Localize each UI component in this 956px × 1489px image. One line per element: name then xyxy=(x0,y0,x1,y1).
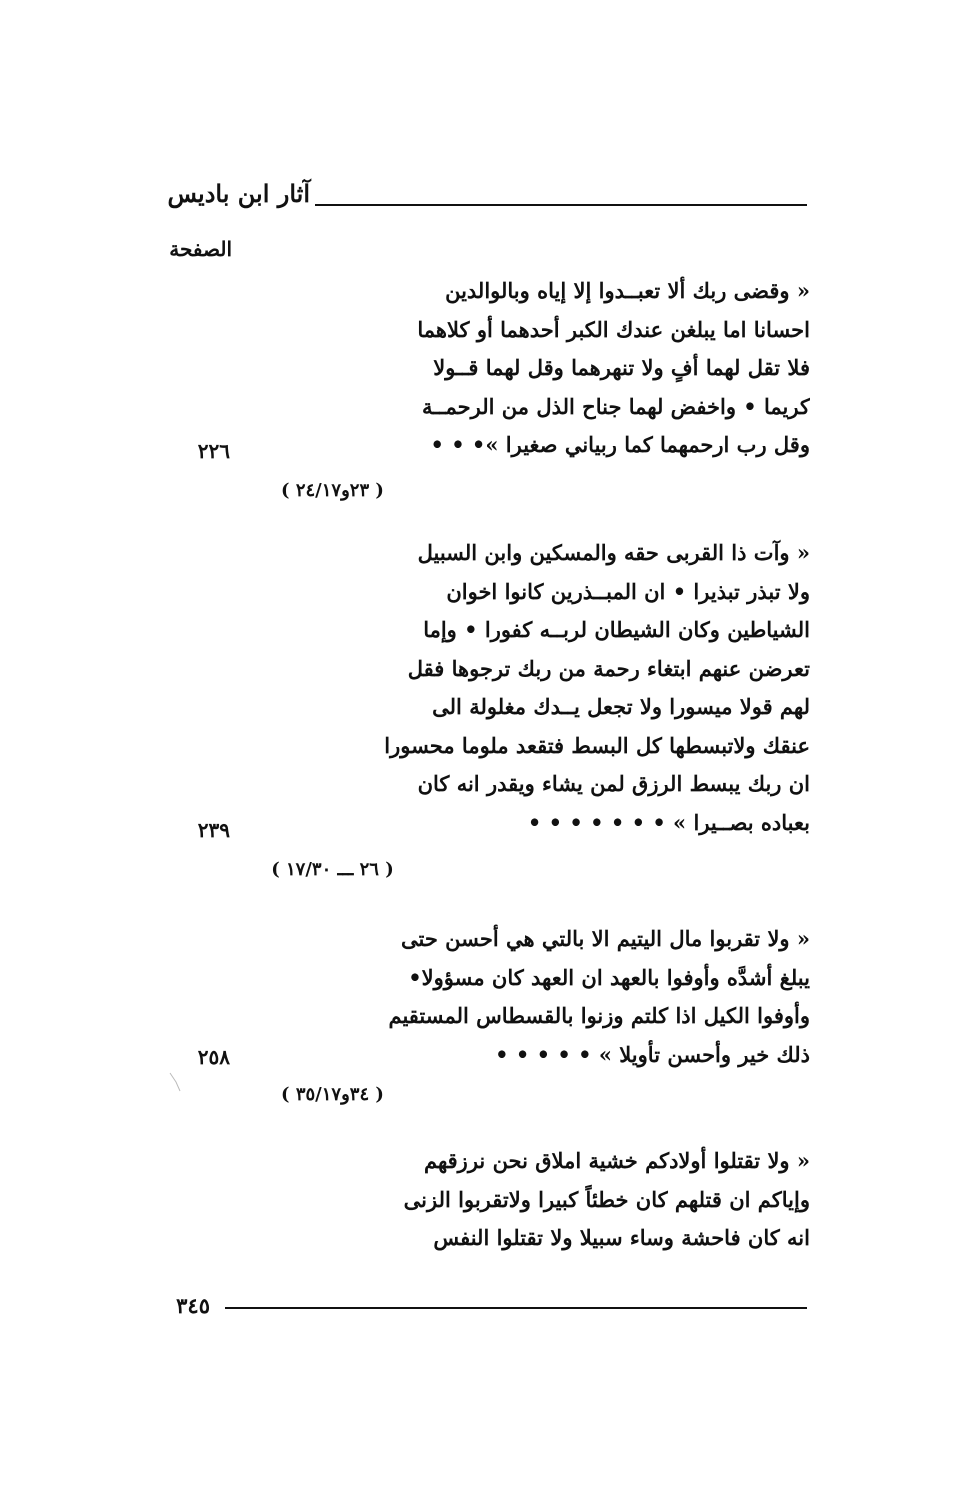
verse-reference: ( ٣٤و٣٥/١٧ ) xyxy=(281,1084,384,1105)
verse-passage-2 xyxy=(370,534,810,842)
running-header-title: آثار ابن باديس xyxy=(167,179,310,208)
verse-line: ولا تبذر تبذيرا • ان المبــذرين كانوا اخوان xyxy=(446,578,810,604)
verse-line: احسانا اما يبلغن عندك الكبر أحدهما أو كلاهما xyxy=(417,316,810,342)
verse-line: ذلك خير وأحسن تأويلا » • • • • • xyxy=(495,1041,810,1067)
page-number-ref: ٢٢٦ xyxy=(197,439,230,463)
verse-line: انه كان فاحشة وساء سبيلا ولا تقتلوا النفس xyxy=(433,1225,810,1250)
verse-passage-1 xyxy=(370,272,810,465)
page-folio-number: ٣٤٥ xyxy=(176,1293,210,1318)
verse-line: فلا تقل لهما أفٍ ولا تنهرهما وقل لهما قــولا xyxy=(433,355,810,380)
page-column-label: الصفحة xyxy=(169,237,232,261)
verse-line: تعرضن عنهم ابتغاء رحمة من ربك ترجوها فقل xyxy=(407,655,810,681)
header-rule xyxy=(315,204,807,206)
verse-line: وقل رب ارحمهما كما ربياني صغيرا »• • • xyxy=(430,432,810,457)
verse-line: الشياطين وكان الشيطان لربــه كفورا • وإما xyxy=(423,617,810,642)
verse-line: وإياكم ان قتلهم كان خطئاً كبيرا ولاتقربوا الزنى xyxy=(403,1186,810,1212)
verse-line: كريما • واخفض لهما جناح الذل من الرحمــة xyxy=(421,393,810,419)
verse-line: لهم قولا ميسورا ولا تجعل يــدك مغلولة الى xyxy=(432,694,810,719)
footer-rule xyxy=(225,1307,807,1309)
verse-line: بعباده بصــيرا » • • • • • • • xyxy=(527,809,810,835)
verse-line: ان ربك يبسط الرزق لمن يشاء ويقدر انه كان xyxy=(417,771,810,796)
scan-speck-mark xyxy=(168,1072,182,1092)
page-number-ref: ٢٥٨ xyxy=(197,1045,230,1069)
verse-reference: ( ٢٣و٢٤/١٧ ) xyxy=(281,480,384,501)
verse-line: « وقضى ربك ألا تعبــدوا إلا إياه وبالوالدين xyxy=(445,278,810,303)
verse-passage-3 xyxy=(370,920,810,1074)
verse-line: وأوفوا الكيل اذا كلتم وزنوا بالقسطاس المستقيم xyxy=(388,1003,810,1028)
verse-line: يبلغ أشدَّه وأوفوا بالعهد ان العهد كان مسؤولا• xyxy=(408,964,810,990)
page-number-ref: ٢٣٩ xyxy=(197,818,230,842)
verse-line: عنقك ولاتبسطها كل البسط فتقعد ملوما محسورا xyxy=(384,732,810,758)
verse-line: « وآت ذا القربى حقه والمسكين وابن السبيل xyxy=(417,540,810,565)
verse-passage-4 xyxy=(370,1142,810,1258)
verse-line: « ولا تقتلوا أولادكم خشية املاق نحن نرزقهم xyxy=(423,1148,810,1173)
verse-line: « ولا تقربوا مال اليتيم الا بالتي هي أحسن حتى xyxy=(401,926,810,951)
verse-reference: ( ٢٦ ـــ ١٧/٣٠ ) xyxy=(271,859,394,880)
